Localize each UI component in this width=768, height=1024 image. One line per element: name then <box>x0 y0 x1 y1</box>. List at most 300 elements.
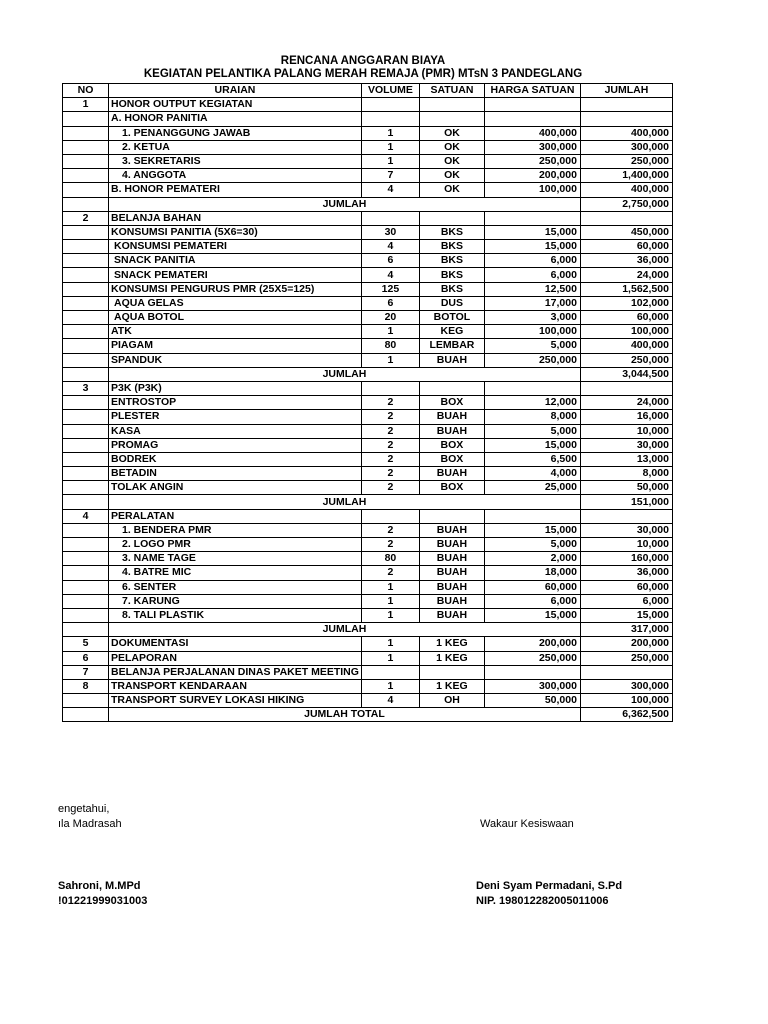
item-satuan: BUAH <box>419 467 484 481</box>
group-title: BELANJA PERJALANAN DINAS PAKET MEETING <box>109 665 362 679</box>
item-harga-satuan: 15,000 <box>484 225 580 239</box>
item-jumlah: 6,000 <box>580 594 672 608</box>
item-jumlah: 36,000 <box>580 566 672 580</box>
item-uraian: 2. KETUA <box>109 140 362 154</box>
cell-jumlah <box>580 381 672 395</box>
subtotal-row <box>63 367 673 381</box>
row-number <box>63 410 109 424</box>
item-jumlah: 10,000 <box>580 424 672 438</box>
item-volume: 1 <box>361 594 419 608</box>
item-jumlah: 15,000 <box>580 608 672 622</box>
item-volume: 2 <box>361 523 419 537</box>
table-row <box>63 481 673 495</box>
table-row <box>63 594 673 608</box>
cell-satuan <box>419 98 484 112</box>
item-harga-satuan: 200,000 <box>484 169 580 183</box>
item-harga-satuan: 15,000 <box>484 608 580 622</box>
item-harga-satuan: 5,000 <box>484 538 580 552</box>
item-harga-satuan: 300,000 <box>484 140 580 154</box>
item-satuan: BUAH <box>419 538 484 552</box>
item-harga-satuan: 6,000 <box>484 594 580 608</box>
subtotal-row <box>63 708 673 722</box>
cell-jumlah <box>580 665 672 679</box>
document-title: RENCANA ANGGARAN BIAYA <box>280 55 446 67</box>
right-signer-name: Deni Syam Permadani, S.Pd <box>476 880 623 892</box>
item-harga-satuan: 200,000 <box>484 637 580 651</box>
item-volume: 20 <box>361 311 419 325</box>
row-number <box>63 481 109 495</box>
item-uraian: KONSUMSI PANITIA (5X6=30) <box>109 225 362 239</box>
item-volume: 1 <box>361 140 419 154</box>
table-row <box>63 694 673 708</box>
item-harga-satuan: 4,000 <box>484 467 580 481</box>
cell-jumlah <box>580 98 672 112</box>
item-uraian: BODREK <box>109 452 362 466</box>
cell-satuan <box>419 211 484 225</box>
subtotal-row <box>63 495 673 509</box>
table-row <box>63 396 673 410</box>
item-volume: 2 <box>361 438 419 452</box>
item-uraian: DOKUMENTASI <box>109 637 362 651</box>
row-number: 8 <box>63 679 109 693</box>
item-satuan: BKS <box>419 254 484 268</box>
row-number: 3 <box>63 381 109 395</box>
row-number <box>63 169 109 183</box>
item-volume: 2 <box>361 538 419 552</box>
subtotal-label: JUMLAH <box>109 367 581 381</box>
row-number: 7 <box>63 665 109 679</box>
group-title: HONOR OUTPUT KEGIATAN <box>109 98 362 112</box>
item-harga-satuan: 3,000 <box>484 311 580 325</box>
item-uraian: PELAPORAN <box>109 651 362 665</box>
item-harga-satuan: 5,000 <box>484 424 580 438</box>
cell-harga <box>484 98 580 112</box>
row-number <box>63 467 109 481</box>
item-jumlah: 160,000 <box>580 552 672 566</box>
cell-volume <box>361 665 419 679</box>
row-no-cell <box>63 623 109 637</box>
table-row <box>63 296 673 310</box>
item-volume: 6 <box>361 296 419 310</box>
item-uraian: 8. TALI PLASTIK <box>109 608 362 622</box>
approval-label: engetahui, <box>58 803 110 815</box>
item-uraian: SPANDUK <box>109 353 362 367</box>
table-row <box>63 169 673 183</box>
row-number <box>63 183 109 197</box>
table-row <box>63 580 673 594</box>
table-row <box>63 339 673 353</box>
item-uraian: SNACK PEMATERI <box>109 268 362 282</box>
item-jumlah: 400,000 <box>580 183 672 197</box>
item-harga-satuan: 100,000 <box>484 325 580 339</box>
item-jumlah: 36,000 <box>580 254 672 268</box>
item-uraian: ATK <box>109 325 362 339</box>
item-volume: 4 <box>361 694 419 708</box>
cell-volume <box>361 211 419 225</box>
subtotal-row <box>63 623 673 637</box>
subtotal-label: JUMLAH <box>109 197 581 211</box>
item-satuan: BOTOL <box>419 311 484 325</box>
item-uraian: 4. BATRE MIC <box>109 566 362 580</box>
item-satuan: BUAH <box>419 424 484 438</box>
row-no-cell <box>63 495 109 509</box>
table-row <box>63 112 673 126</box>
header-no: NO <box>63 84 109 98</box>
item-uraian: 3. SEKRETARIS <box>109 154 362 168</box>
group-header-row <box>63 665 673 679</box>
item-uraian: A. HONOR PANITIA <box>109 112 362 126</box>
table-row <box>63 254 673 268</box>
group-header-row <box>63 381 673 395</box>
cell-volume <box>361 381 419 395</box>
item-volume <box>361 112 419 126</box>
right-signer-role: Wakaur Kesiswaan <box>480 818 574 830</box>
item-satuan: BUAH <box>419 410 484 424</box>
row-number <box>63 580 109 594</box>
group-header-row <box>63 509 673 523</box>
item-harga-satuan: 60,000 <box>484 580 580 594</box>
left-signer-name: Sahroni, M.MPd <box>58 880 141 892</box>
row-number <box>63 552 109 566</box>
item-satuan: BUAH <box>419 552 484 566</box>
row-number: 5 <box>63 637 109 651</box>
item-volume: 2 <box>361 566 419 580</box>
table-row <box>63 240 673 254</box>
item-harga-satuan: 15,000 <box>484 523 580 537</box>
item-volume: 1 <box>361 353 419 367</box>
subtotal-value: 2,750,000 <box>580 197 672 211</box>
table-row <box>63 608 673 622</box>
row-number: 1 <box>63 98 109 112</box>
item-jumlah: 30,000 <box>580 438 672 452</box>
item-volume: 4 <box>361 268 419 282</box>
item-harga-satuan: 250,000 <box>484 353 580 367</box>
row-number <box>63 140 109 154</box>
table-row <box>63 552 673 566</box>
item-jumlah: 24,000 <box>580 268 672 282</box>
item-volume: 80 <box>361 552 419 566</box>
item-volume: 1 <box>361 637 419 651</box>
table-row <box>63 353 673 367</box>
cell-volume <box>361 98 419 112</box>
table-row <box>63 325 673 339</box>
cell-jumlah <box>580 509 672 523</box>
row-number <box>63 452 109 466</box>
item-uraian: 3. NAME TAGE <box>109 552 362 566</box>
item-jumlah: 60,000 <box>580 580 672 594</box>
budget-table <box>62 83 673 722</box>
item-satuan: BOX <box>419 438 484 452</box>
item-volume: 1 <box>361 580 419 594</box>
item-volume: 7 <box>361 169 419 183</box>
table-row <box>63 452 673 466</box>
item-jumlah: 300,000 <box>580 679 672 693</box>
header-uraian: URAIAN <box>109 84 362 98</box>
item-volume: 1 <box>361 325 419 339</box>
item-harga-satuan: 12,500 <box>484 282 580 296</box>
item-uraian: AQUA GELAS <box>109 296 362 310</box>
item-satuan: BUAH <box>419 353 484 367</box>
item-harga-satuan: 8,000 <box>484 410 580 424</box>
item-volume: 1 <box>361 126 419 140</box>
table-row <box>63 523 673 537</box>
subtotal-value: 317,000 <box>580 623 672 637</box>
item-harga-satuan: 6,500 <box>484 452 580 466</box>
cell-satuan <box>419 509 484 523</box>
item-harga-satuan: 17,000 <box>484 296 580 310</box>
item-uraian: KONSUMSI PENGURUS PMR (25X5=125) <box>109 282 362 296</box>
table-row <box>63 126 673 140</box>
item-uraian: KONSUMSI PEMATERI <box>109 240 362 254</box>
item-uraian: PIAGAM <box>109 339 362 353</box>
row-number <box>63 282 109 296</box>
row-number <box>63 154 109 168</box>
item-volume: 4 <box>361 183 419 197</box>
item-satuan <box>419 112 484 126</box>
item-volume: 4 <box>361 240 419 254</box>
cell-satuan <box>419 665 484 679</box>
header-satuan: SATUAN <box>419 84 484 98</box>
item-jumlah: 1,562,500 <box>580 282 672 296</box>
item-jumlah: 400,000 <box>580 126 672 140</box>
item-uraian: 1. BENDERA PMR <box>109 523 362 537</box>
item-uraian: 7. KARUNG <box>109 594 362 608</box>
table-row <box>63 282 673 296</box>
item-satuan: 1 KEG <box>419 679 484 693</box>
cell-volume <box>361 509 419 523</box>
item-uraian: B. HONOR PEMATERI <box>109 183 362 197</box>
item-volume: 2 <box>361 424 419 438</box>
row-number <box>63 240 109 254</box>
cell-harga <box>484 509 580 523</box>
cell-satuan <box>419 381 484 395</box>
item-volume: 80 <box>361 339 419 353</box>
row-number <box>63 396 109 410</box>
subtotal-label: JUMLAH <box>109 495 581 509</box>
item-uraian: 2. LOGO PMR <box>109 538 362 552</box>
table-header-row <box>63 84 673 98</box>
subtotal-value: 151,000 <box>580 495 672 509</box>
row-no-cell <box>63 708 109 722</box>
item-satuan: BUAH <box>419 523 484 537</box>
item-uraian: BETADIN <box>109 467 362 481</box>
item-satuan: OK <box>419 126 484 140</box>
item-jumlah: 1,400,000 <box>580 169 672 183</box>
item-satuan: BUAH <box>419 608 484 622</box>
subtotal-label: JUMLAH TOTAL <box>109 708 581 722</box>
item-harga-satuan: 100,000 <box>484 183 580 197</box>
item-satuan: 1 KEG <box>419 651 484 665</box>
row-number <box>63 353 109 367</box>
item-uraian: PLESTER <box>109 410 362 424</box>
item-satuan: BKS <box>419 225 484 239</box>
left-signer-role: ıla Madrasah <box>58 818 122 830</box>
row-number <box>63 594 109 608</box>
item-jumlah: 300,000 <box>580 140 672 154</box>
item-volume: 30 <box>361 225 419 239</box>
item-volume: 2 <box>361 452 419 466</box>
item-jumlah: 200,000 <box>580 637 672 651</box>
item-satuan: OK <box>419 183 484 197</box>
subtotal-label: JUMLAH <box>109 623 581 637</box>
item-harga-satuan: 15,000 <box>484 438 580 452</box>
cell-harga <box>484 381 580 395</box>
item-uraian: TRANSPORT KENDARAAN <box>109 679 362 693</box>
row-number <box>63 225 109 239</box>
item-volume: 1 <box>361 608 419 622</box>
left-signer-nip: !01221999031003 <box>58 895 148 907</box>
item-volume: 6 <box>361 254 419 268</box>
row-number <box>63 608 109 622</box>
item-harga-satuan <box>484 112 580 126</box>
item-satuan: BOX <box>419 452 484 466</box>
item-jumlah: 60,000 <box>580 240 672 254</box>
item-jumlah: 100,000 <box>580 694 672 708</box>
subtotal-value: 6,362,500 <box>580 708 672 722</box>
row-number <box>63 339 109 353</box>
item-jumlah: 100,000 <box>580 325 672 339</box>
item-jumlah: 250,000 <box>580 651 672 665</box>
row-number <box>63 424 109 438</box>
item-satuan: DUS <box>419 296 484 310</box>
row-number <box>63 296 109 310</box>
item-harga-satuan: 5,000 <box>484 339 580 353</box>
item-volume: 2 <box>361 396 419 410</box>
item-harga-satuan: 12,000 <box>484 396 580 410</box>
item-satuan: BUAH <box>419 594 484 608</box>
row-number: 2 <box>63 211 109 225</box>
item-harga-satuan: 18,000 <box>484 566 580 580</box>
item-satuan: OH <box>419 694 484 708</box>
cell-harga <box>484 211 580 225</box>
item-uraian: 1. PENANGGUNG JAWAB <box>109 126 362 140</box>
item-harga-satuan: 6,000 <box>484 254 580 268</box>
table-row <box>63 154 673 168</box>
item-satuan: BKS <box>419 282 484 296</box>
table-row <box>63 140 673 154</box>
item-jumlah: 30,000 <box>580 523 672 537</box>
item-volume: 2 <box>361 410 419 424</box>
row-number <box>63 311 109 325</box>
item-satuan: BOX <box>419 396 484 410</box>
table-row <box>63 538 673 552</box>
item-uraian: TRANSPORT SURVEY LOKASI HIKING <box>109 694 362 708</box>
item-jumlah: 10,000 <box>580 538 672 552</box>
item-harga-satuan: 250,000 <box>484 154 580 168</box>
table-row <box>63 183 673 197</box>
item-harga-satuan: 15,000 <box>484 240 580 254</box>
item-satuan: 1 KEG <box>419 637 484 651</box>
item-jumlah: 16,000 <box>580 410 672 424</box>
table-row <box>63 268 673 282</box>
header-harga-satuan: HARGA SATUAN <box>484 84 580 98</box>
item-harga-satuan: 2,000 <box>484 552 580 566</box>
item-volume: 1 <box>361 651 419 665</box>
item-uraian: TOLAK ANGIN <box>109 481 362 495</box>
item-satuan: OK <box>419 169 484 183</box>
header-volume: VOLUME <box>361 84 419 98</box>
row-number: 4 <box>63 509 109 523</box>
item-satuan: LEMBAR <box>419 339 484 353</box>
document-subtitle: KEGIATAN PELANTIKA PALANG MERAH REMAJA (PMR) MTsN 3 PANDEGLANG <box>143 68 583 80</box>
row-number: 6 <box>63 651 109 665</box>
cell-jumlah <box>580 211 672 225</box>
table-row <box>63 651 673 665</box>
row-no-cell <box>63 367 109 381</box>
row-no-cell <box>63 197 109 211</box>
group-title: BELANJA BAHAN <box>109 211 362 225</box>
row-number <box>63 112 109 126</box>
row-number <box>63 438 109 452</box>
item-uraian: 6. SENTER <box>109 580 362 594</box>
row-number <box>63 268 109 282</box>
item-jumlah: 450,000 <box>580 225 672 239</box>
item-uraian: ENTROSTOP <box>109 396 362 410</box>
item-harga-satuan: 250,000 <box>484 651 580 665</box>
item-harga-satuan: 25,000 <box>484 481 580 495</box>
item-jumlah: 60,000 <box>580 311 672 325</box>
table-row <box>63 410 673 424</box>
table-row <box>63 311 673 325</box>
table-row <box>63 679 673 693</box>
item-volume: 125 <box>361 282 419 296</box>
budget-table-body <box>63 84 673 722</box>
item-uraian: PROMAG <box>109 438 362 452</box>
subtotal-row <box>63 197 673 211</box>
item-satuan: OK <box>419 154 484 168</box>
item-volume: 2 <box>361 467 419 481</box>
item-uraian: AQUA BOTOL <box>109 311 362 325</box>
item-jumlah <box>580 112 672 126</box>
item-harga-satuan: 300,000 <box>484 679 580 693</box>
cell-harga <box>484 665 580 679</box>
table-row <box>63 438 673 452</box>
row-number <box>63 538 109 552</box>
item-satuan: BUAH <box>419 566 484 580</box>
item-jumlah: 250,000 <box>580 353 672 367</box>
group-header-row <box>63 211 673 225</box>
item-satuan: KEG <box>419 325 484 339</box>
row-number <box>63 694 109 708</box>
table-row <box>63 424 673 438</box>
header-jumlah: JUMLAH <box>580 84 672 98</box>
item-volume: 1 <box>361 679 419 693</box>
item-jumlah: 102,000 <box>580 296 672 310</box>
row-number <box>63 523 109 537</box>
item-jumlah: 50,000 <box>580 481 672 495</box>
row-number <box>63 126 109 140</box>
table-row <box>63 566 673 580</box>
item-uraian: KASA <box>109 424 362 438</box>
item-volume: 1 <box>361 154 419 168</box>
item-jumlah: 24,000 <box>580 396 672 410</box>
item-harga-satuan: 400,000 <box>484 126 580 140</box>
group-title: PERALATAN <box>109 509 362 523</box>
right-signer-nip: NIP. 198012282005011006 <box>476 895 609 907</box>
item-harga-satuan: 6,000 <box>484 268 580 282</box>
group-header-row <box>63 98 673 112</box>
item-volume: 2 <box>361 481 419 495</box>
item-jumlah: 400,000 <box>580 339 672 353</box>
item-satuan: BKS <box>419 268 484 282</box>
row-number <box>63 566 109 580</box>
item-uraian: 4. ANGGOTA <box>109 169 362 183</box>
item-harga-satuan: 50,000 <box>484 694 580 708</box>
item-uraian: SNACK PANITIA <box>109 254 362 268</box>
item-satuan: BKS <box>419 240 484 254</box>
row-number <box>63 325 109 339</box>
group-title: P3K (P3K) <box>109 381 362 395</box>
